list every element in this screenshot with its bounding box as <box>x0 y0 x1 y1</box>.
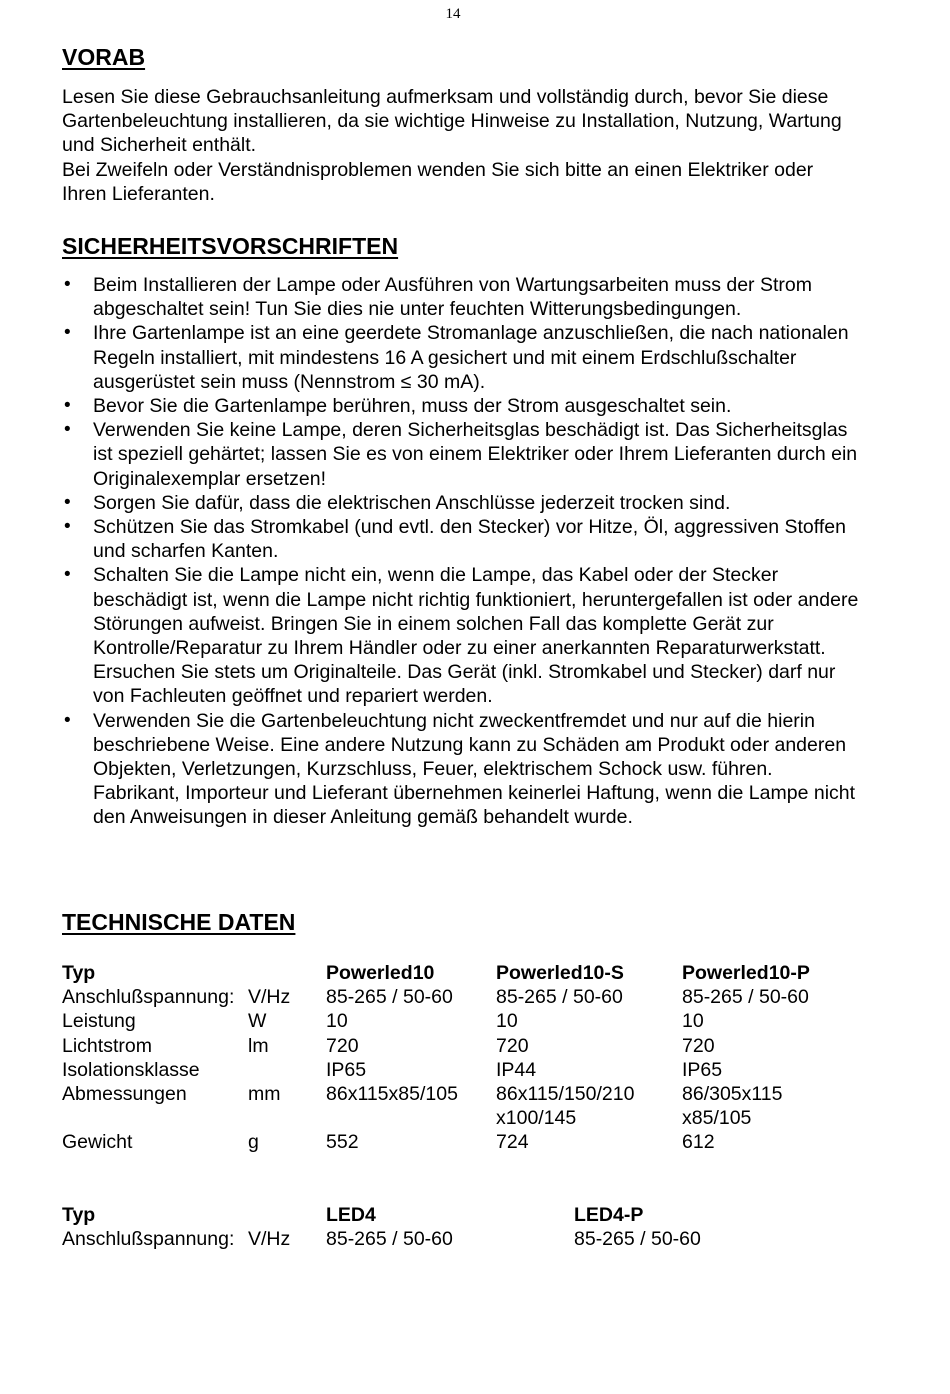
bullet-icon: • <box>64 491 71 513</box>
table-cell: mm <box>248 1082 281 1105</box>
table-cell: 85-265 / 50-60 <box>326 986 453 1009</box>
table-cell: 86/305x115 x85/105 <box>682 1082 783 1130</box>
table-cell: IP44 <box>496 1058 537 1081</box>
safety-list <box>62 273 862 830</box>
table-header-cell: Powerled10 <box>326 962 435 984</box>
table-cell: 10 <box>682 1010 704 1033</box>
table-cell: 720 <box>326 1034 359 1057</box>
bullet-icon: • <box>64 274 71 295</box>
table-cell: Leistung <box>62 1010 136 1033</box>
bullet-icon: • <box>64 516 71 538</box>
vorab-paragraph-1: Lesen Sie diese Gebrauchsanleitung aufmerksam und vollständig durch, bevor Sie diese Gartenbeleuchtung installieren, da sie wichtige Hinweise zu Installation, Nutzung, Wartung und Sicherheit enthält. <box>62 86 842 157</box>
table-cell: 10 <box>496 1010 518 1033</box>
heading-safety: SICHERHEITSVORSCHRIFTEN <box>62 233 399 259</box>
table-cell: 86x115x85/105 <box>326 1082 458 1105</box>
table-header-cell: Powerled10-P <box>682 962 810 984</box>
safety-item-text: Schalten Sie die Lampe nicht ein, wenn die Lampe, das Kabel oder der Stecker beschädigt ist, wenn die Lampe nicht richtig funktioniert, heruntergefallen ist oder andere Störungen aufweist. Bringen Sie in einem solchen Fall das komplette Gerät zur Kontrolle/Reparatur zu Ihrem Händler oder zu einer anerkannten Reparaturwerkstatt. Ersuchen Sie stets um Originalteile. Das Gerät (inkl. Stromkabel und Stecker) darf nur von Fachleuten geöffnet und repariert werden. <box>93 564 859 708</box>
table-cell: 552 <box>326 1131 359 1154</box>
table-cell: Lichtstrom <box>62 1034 152 1057</box>
heading-tech: TECHNISCHE DATEN <box>62 909 296 935</box>
table-cell: Abmessungen <box>62 1082 187 1105</box>
safety-item <box>62 515 862 563</box>
table-cell: 85-265 / 50-60 <box>496 986 623 1009</box>
table-cell: V/Hz <box>248 986 291 1009</box>
table-cell: 85-265 / 50-60 <box>682 986 809 1009</box>
table-header-cell: LED4-P <box>574 1204 644 1226</box>
table-cell: IP65 <box>682 1058 723 1081</box>
table-header-cell: Typ <box>62 1204 96 1226</box>
table-cell: Anschlußspannung: <box>62 986 235 1009</box>
safety-item-text: Verwenden Sie die Gartenbeleuchtung nicht zweckentfremdet und nur auf die hierin beschriebene Weise. Eine andere Nutzung kann zu Schäden am Produkt oder anderen Objekten, Verletzungen, Kurzschluss, Feuer, elektrischem Schock usw. führen. Fabrikant, Importeur und Lieferant übernehmen keinerlei Haftung, wenn die Lampe nicht den Anweisungen in dieser Anleitung gemäß behandelt wurde. <box>93 709 856 829</box>
bullet-icon: • <box>64 564 71 586</box>
table-header-cell: Typ <box>62 962 96 984</box>
table-header-cell: Powerled10-S <box>496 962 624 984</box>
table-header-cell: LED4 <box>326 1204 376 1226</box>
bullet-icon: • <box>64 709 71 731</box>
safety-item <box>62 418 862 491</box>
table-cell: Anschlußspannung: <box>62 1228 235 1251</box>
table-cell: 85-265 / 50-60 <box>326 1228 453 1251</box>
bullet-icon: • <box>64 322 71 344</box>
safety-item <box>62 709 862 830</box>
safety-item-text: Sorgen Sie dafür, dass die elektrischen Anschlüsse jederzeit trocken sind. <box>93 491 731 514</box>
safety-item-text: Verwenden Sie keine Lampe, deren Sicherheitsglas beschädigt ist. Das Sicherheitsglas ist speziell gehärtet; lassen Sie es von einem Elektriker oder Ihrem Lieferanten durch ein Originalexemplar ersetzen! <box>93 419 858 490</box>
heading-vorab: VORAB <box>62 44 146 70</box>
page-number: 14 <box>445 6 461 22</box>
table-cell: IP65 <box>326 1058 367 1081</box>
table-cell: W <box>248 1010 267 1033</box>
table-cell: 86x115/150/210 x100/145 <box>496 1082 635 1130</box>
safety-item-text: Schützen Sie das Stromkabel (und evtl. den Stecker) vor Hitze, Öl, aggressiven Stoffen und scharfen Kanten. <box>93 516 846 563</box>
safety-item <box>62 394 862 418</box>
safety-item <box>62 563 862 708</box>
safety-item <box>62 321 862 394</box>
vorab-paragraph-2: Bei Zweifeln oder Verständnisproblemen wenden Sie sich bitte an einen Elektriker oder Ihren Lieferanten. <box>62 158 814 205</box>
safety-item-text: Ihre Gartenlampe ist an eine geerdete Stromanlage anzuschließen, die nach nationalen Regeln installiert, mit mindestens 16 A gesichert und mit einem Erdschlußschalter ausgerüstet sein muss (Nennstrom ≤ 30 mA). <box>93 322 849 393</box>
safety-item <box>62 273 862 321</box>
table-cell: Gewicht <box>62 1131 133 1154</box>
table-cell: 10 <box>326 1010 348 1033</box>
bullet-icon: • <box>64 419 71 441</box>
bullet-icon: • <box>64 395 71 417</box>
table-cell: lm <box>248 1034 269 1057</box>
safety-item-text: Bevor Sie die Gartenlampe berühren, muss der Strom ausgeschaltet sein. <box>93 395 732 418</box>
table-cell: 724 <box>496 1131 529 1154</box>
table-cell: 85-265 / 50-60 <box>574 1228 701 1251</box>
safety-item <box>62 491 862 515</box>
table-cell: Isolationsklasse <box>62 1058 200 1081</box>
table-cell: 612 <box>682 1131 715 1154</box>
safety-item-text: Beim Installieren der Lampe oder Ausführen von Wartungsarbeiten muss der Strom abgeschaltet sein! Tun Sie dies nie unter feuchten Witterungsbedingungen. <box>93 274 812 321</box>
table-cell: 720 <box>496 1034 529 1057</box>
table-cell: 720 <box>682 1034 715 1057</box>
table-cell: g <box>248 1131 259 1154</box>
table-cell: V/Hz <box>248 1228 291 1251</box>
